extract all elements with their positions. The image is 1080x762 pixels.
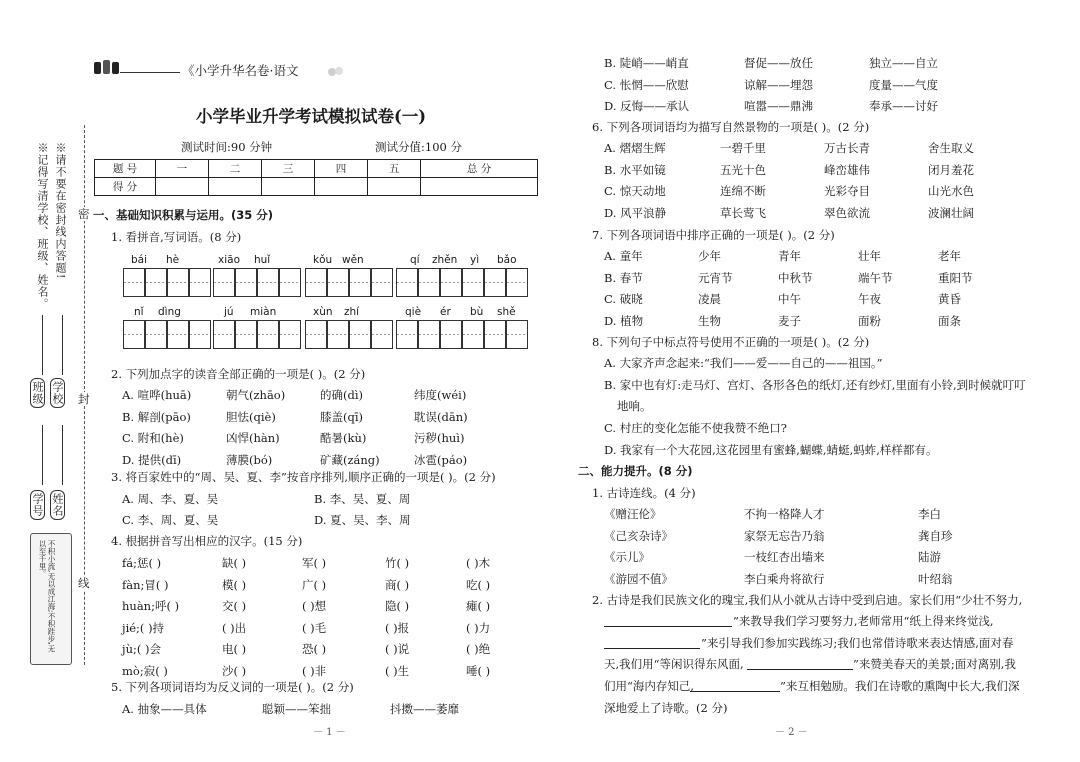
score-cell[interactable] [262, 178, 315, 196]
pinyin: jú [224, 306, 234, 318]
fill-in-item[interactable]: 军( ) [302, 556, 327, 570]
poem-match-item[interactable]: 李白 [918, 507, 941, 521]
answer-blank[interactable] [604, 614, 732, 627]
pinyin: zhí [344, 306, 360, 318]
score-header-cell: 总 分 [421, 160, 538, 178]
q8-option[interactable]: B. 家中也有灯:走马灯、宫灯、各形各色的纸灯,还有纱灯,里面有小铃,到时候就叮叮 [604, 378, 1026, 392]
pinyin: miàn [250, 306, 277, 318]
writing-grid[interactable] [213, 268, 301, 297]
fill-in-item[interactable]: huàn;呼( ) [122, 599, 180, 613]
q7-option[interactable]: B. 春节 [604, 270, 643, 285]
q5-option-word: 奉承——讨好 [869, 99, 938, 113]
q5-option-word: 喧嚣——鼎沸 [744, 99, 813, 113]
pinyin: hè [166, 254, 180, 266]
fill-in-item[interactable]: ( )毛 [302, 620, 327, 635]
writing-grid[interactable] [305, 268, 393, 297]
score-table [94, 159, 538, 196]
header-logo-icon [92, 58, 122, 78]
p2-line: 天,我们用“等闲识得东风面, [604, 657, 744, 671]
page-title: 小学毕业升学考试模拟试卷(一) [196, 107, 427, 126]
q4-prompt: 4. 根据拼音写出相应的汉字。(15 分) [111, 534, 303, 548]
score-cell[interactable] [315, 178, 368, 196]
page-number: － 2 － [775, 727, 808, 738]
q5-option[interactable]: B. 陡峭——峭直 [604, 56, 689, 70]
q7-prompt: 7. 下列各项词语中排序正确的一项是( )。(2 分) [592, 228, 835, 242]
q6-option-word: 五光十色 [720, 162, 766, 177]
p2-line: ”来赞美春天的美景;面对离别,我 [853, 657, 1016, 671]
q2-option-word: 朝气(zhāo) [226, 388, 286, 402]
p1-prompt: 1. 古诗连线。(4 分) [592, 486, 696, 500]
fill-in-item[interactable]: 瘫( ) [466, 599, 491, 613]
score-cell[interactable] [421, 178, 538, 196]
poem-match-item[interactable]: 叶绍翁 [918, 571, 953, 586]
writing-grid[interactable] [396, 320, 528, 349]
fill-in-item[interactable]: ( )木 [466, 556, 491, 570]
q6-option-word: 闭月羞花 [928, 162, 974, 177]
section-2-title: 二、能力提升。(8 分) [578, 464, 693, 478]
q2-option-word: 的确(dì) [320, 388, 364, 402]
q7-option-word: 端午节 [858, 270, 893, 285]
q7-option-word: 麦子 [778, 313, 801, 328]
fill-in-item[interactable]: jù;( )会 [122, 642, 161, 656]
pinyin: dìng [158, 306, 181, 318]
fill-in-item[interactable]: fàn;冒( ) [122, 577, 169, 592]
pinyin: ér [440, 306, 451, 318]
q6-option[interactable]: B. 水平如镜 [604, 162, 666, 177]
q6-option-word: 草长莺飞 [720, 205, 766, 220]
fill-in-item[interactable]: 吃( ) [466, 577, 491, 592]
name-field-label: 姓名 [50, 490, 65, 520]
sidebar-note-2: ※记得写清学校、班级、姓名。 [36, 142, 49, 310]
fill-in-item[interactable]: 电( ) [222, 642, 247, 656]
q7-option-word: 黄昏 [938, 292, 961, 306]
q7-option[interactable]: C. 破晓 [604, 292, 643, 306]
p2-line: 深地爱上了诗歌。(2 分) [604, 701, 728, 715]
q6-option[interactable]: D. 风平浪静 [604, 205, 667, 220]
q7-option[interactable]: A. 童年 [604, 249, 643, 263]
q2-option-word: 酷暑(kù) [320, 431, 367, 445]
poem-match-item[interactable]: 李白乘舟将欲行 [744, 571, 825, 586]
poem-match-item[interactable]: 陆游 [918, 550, 941, 564]
q6-option-word: 舍生取义 [928, 141, 974, 155]
fill-in-item[interactable]: 竹( ) [385, 556, 410, 570]
q8-prompt: 8. 下列句子中标点符号使用不正确的一项是( )。(2 分) [592, 335, 870, 349]
fill-in-item[interactable]: ( )说 [385, 642, 410, 656]
fill-in-item[interactable]: 沙( ) [222, 663, 247, 678]
q5-option-word: 谅解——埋怨 [744, 77, 813, 92]
q8-option[interactable]: C. 村庄的变化怎能不使我赞不绝口? [604, 421, 787, 435]
answer-blank[interactable] [690, 679, 780, 692]
test-time: 测试时间:90 分钟 [181, 140, 273, 154]
poem-match-item[interactable]: 《赠汪伦》 [604, 507, 662, 521]
q6-option[interactable]: C. 惊天动地 [604, 184, 666, 198]
q2-option[interactable]: A. 喧哗(huā) [122, 388, 192, 402]
q7-option[interactable]: D. 植物 [604, 313, 644, 328]
fill-in-item[interactable]: 模( ) [222, 577, 247, 592]
q2-option-word: 矿藏(záng) [320, 452, 380, 467]
q6-option-word: 峰峦雄伟 [824, 162, 870, 177]
motto-text: 不积小流,无以成江海;不积跬步,无以至千里。 [38, 540, 56, 653]
q7-option-word: 中午 [778, 292, 801, 306]
writing-grid[interactable] [213, 320, 301, 349]
fill-in-item[interactable]: 唾( ) [466, 663, 491, 678]
fill-in-item[interactable]: ( )报 [385, 620, 410, 635]
q8-option[interactable]: A. 大家齐声念起来:“我们——爱——自己的——祖国。” [604, 356, 883, 370]
writing-grid[interactable] [396, 268, 528, 297]
seal-char: 封 [78, 392, 90, 406]
fill-in-item[interactable]: ( )想 [302, 599, 327, 613]
q2-option-word: 胆怯(qiè) [226, 409, 276, 424]
p2-line: 们用“海内存知己, [604, 679, 695, 693]
q7-option-word: 凌晨 [698, 292, 721, 306]
name-field-line[interactable] [62, 425, 63, 485]
score-header-cell: 一 [156, 160, 209, 178]
q5-option-a[interactable]: A. 抽象——具体 [122, 702, 207, 716]
fill-in-item[interactable]: mò;寂( ) [122, 663, 168, 678]
q6-option[interactable]: A. 熠熠生辉 [604, 141, 666, 155]
q5-prompt: 5. 下列各项词语均为反义词的一项是( )。(2 分) [111, 680, 354, 694]
q3-option[interactable]: C. 李、周、夏、吴 [122, 513, 219, 527]
pinyin: qiè [405, 306, 422, 318]
q2-option-word: 凶悍(hàn) [226, 431, 280, 445]
q5-option-word: 独立——自立 [869, 56, 938, 70]
answer-blank[interactable] [604, 636, 700, 649]
score-cell[interactable] [156, 178, 209, 196]
fill-in-item[interactable]: fá;惩( ) [122, 556, 162, 570]
pinyin: nǐ [134, 306, 144, 318]
pinyin: qí [410, 254, 420, 266]
p2-line: ”来引导我们参加实践练习;我们也常借诗歌来表达情感,面对春 [701, 636, 1014, 650]
writing-grid[interactable] [305, 320, 393, 349]
score-cell[interactable] [209, 178, 262, 196]
q7-option-word: 元宵节 [698, 270, 733, 285]
q3-prompt: 3. 将百家姓中的“周、吴、夏、李”按音序排列,顺序正确的一项是( )。(2 分) [111, 470, 496, 484]
q5-option-a: 聪颖——笨拙 [262, 702, 331, 716]
p2-line: 2. 古诗是我们民族文化的瑰宝,我们从小就从古诗中受到启迪。家长们用“少壮不努力, [592, 593, 1023, 607]
q2-prompt: 2. 下列加点字的读音全部正确的一项是( )。(2 分) [111, 367, 366, 381]
q7-option-word: 壮年 [858, 249, 881, 263]
header-series: 《小学升华名卷·语文 [182, 63, 299, 78]
school-field-label: 学校 [50, 378, 65, 408]
q6-option-word: 山光水色 [928, 184, 974, 198]
q3-option[interactable]: B. 李、吴、夏、周 [314, 492, 411, 506]
q7-option-word: 午夜 [858, 292, 881, 306]
q8-option-cont: 地响。 [617, 399, 652, 413]
flower-icon [327, 64, 345, 78]
pinyin: zhěn [432, 254, 458, 266]
school-field-line[interactable] [62, 315, 63, 375]
q7-option-word: 老年 [938, 249, 961, 263]
poem-match-item[interactable]: 家祭无忘告乃翁 [744, 528, 825, 543]
page-number: － 1 － [313, 727, 346, 738]
section-1-title: 一、基础知识积累与运用。(35 分) [93, 208, 274, 222]
q7-option-word: 生物 [698, 313, 721, 328]
q8-option[interactable]: D. 我家有一个大花园,这花园里有蜜蜂,蝴蝶,蜻蜓,蚂蚱,样样都有。 [604, 443, 938, 457]
score-header-cell: 五 [368, 160, 421, 178]
poem-match-item[interactable]: 龚自珍 [918, 528, 953, 543]
fill-in-item[interactable]: ( )出 [222, 620, 247, 635]
p2-line: ”来互相勉励。我们在诗歌的熏陶中长大,我们深 [780, 679, 1020, 693]
score-header-cell: 四 [315, 160, 368, 178]
poem-match-item[interactable]: 《游园不值》 [604, 571, 673, 586]
q2-option-word: 冰雹(páo) [414, 452, 468, 467]
writing-grid[interactable] [123, 320, 211, 349]
score-row-label: 得 分 [95, 178, 156, 196]
seal-char: 密 [78, 207, 90, 221]
fill-in-item[interactable]: 隐( ) [385, 599, 410, 613]
q5-option-word: 督促——放任 [744, 56, 813, 70]
class-field-label: 班级 [30, 378, 45, 408]
q7-option-word: 面条 [938, 313, 961, 328]
q2-option-word: 污秽(huì) [414, 431, 465, 445]
q6-prompt: 6. 下列各项词语均为描写自然景物的一项是( )。(2 分) [592, 120, 870, 134]
writing-grid[interactable] [123, 268, 211, 297]
q3-option[interactable]: D. 夏、吴、李、周 [314, 513, 411, 527]
pinyin: bǎo [497, 254, 517, 266]
poem-match-item[interactable]: 不拘一格降人才 [744, 507, 825, 521]
pinyin: shě [497, 306, 516, 318]
fill-in-item[interactable]: ( )绝 [466, 642, 491, 656]
q7-option-word: 中秋节 [778, 270, 813, 285]
q5-option[interactable]: C. 怅惘——欣慰 [604, 77, 689, 92]
fill-in-item[interactable]: jié;( )持 [122, 620, 165, 635]
seal-char: 线 [78, 576, 90, 590]
poem-match-item[interactable]: 《己亥杂诗》 [604, 528, 673, 543]
fill-in-item[interactable]: 商( ) [385, 577, 410, 592]
score-cell[interactable] [368, 178, 421, 196]
poem-match-item[interactable]: 《示儿》 [604, 550, 650, 564]
q2-option-word: 膝盖(qī) [320, 409, 364, 424]
q6-option-word: 波澜壮阔 [928, 205, 974, 220]
q7-option-word: 少年 [698, 249, 721, 263]
q2-option-word: 纬度(wéi) [414, 388, 467, 402]
header-rule [120, 72, 180, 73]
pinyin: yì [470, 254, 480, 266]
q2-option-word: 薄膜(bó) [226, 452, 273, 467]
pinyin: xiāo [218, 254, 240, 266]
pinyin: huǐ [254, 254, 271, 266]
fill-in-item[interactable]: 缺( ) [222, 556, 247, 570]
q7-option-word: 青年 [778, 249, 801, 263]
class-field-line[interactable] [42, 315, 43, 375]
q2-option[interactable]: C. 附和(hè) [122, 431, 184, 445]
q6-option-word: 万古长青 [824, 141, 870, 155]
poem-match-item[interactable]: 一枝红杏出墙来 [744, 550, 825, 564]
pinyin: bái [131, 254, 148, 266]
pinyin: kǒu [313, 254, 333, 266]
fill-in-item[interactable]: 恐( ) [302, 642, 327, 656]
q6-option-word: 一碧千里 [720, 141, 766, 155]
fill-in-item[interactable]: ( )力 [466, 620, 491, 635]
number-field-label: 学号 [30, 490, 45, 520]
q6-option-word: 光彩夺目 [824, 184, 870, 198]
number-field-line[interactable] [42, 425, 43, 485]
score-header-cell: 题 号 [95, 160, 156, 178]
q7-option-word: 重阳节 [938, 270, 973, 285]
q2-option-word: 耽误(dān) [414, 409, 468, 424]
q2-option[interactable]: B. 解剖(pāo) [122, 409, 191, 424]
q5-option-word: 度量——气度 [869, 77, 938, 92]
q1-prompt: 1. 看拼音,写词语。(8 分) [111, 230, 242, 244]
score-header-cell: 二 [209, 160, 262, 178]
q5-option-a: 抖擞——萎靡 [390, 702, 459, 716]
pinyin: xùn [313, 306, 333, 318]
fill-in-item[interactable]: 广( ) [302, 577, 327, 592]
q6-option-word: 连绵不断 [720, 184, 766, 198]
answer-blank[interactable] [747, 657, 853, 670]
q7-option-word: 面粉 [858, 313, 881, 328]
q6-option-word: 翠色欲流 [824, 205, 870, 220]
fill-in-item[interactable]: ( )生 [385, 663, 410, 678]
sidebar-note-1: ※请不要在密封线内答题! [54, 142, 67, 280]
fill-in-item[interactable]: 交( ) [222, 599, 247, 613]
q2-option[interactable]: D. 提供(dī) [122, 452, 182, 467]
q3-option[interactable]: A. 周、李、夏、吴 [122, 492, 219, 506]
fill-in-item[interactable]: ( )非 [302, 663, 327, 678]
pinyin: bù [470, 306, 484, 318]
test-score: 测试分值:100 分 [375, 140, 462, 154]
p2-line: ”来教导我们学习要努力,老师常用“纸上得来终觉浅, [733, 614, 994, 628]
score-header-cell: 三 [262, 160, 315, 178]
q5-option[interactable]: D. 反悔——承认 [604, 99, 690, 113]
pinyin: wěn [342, 254, 364, 266]
